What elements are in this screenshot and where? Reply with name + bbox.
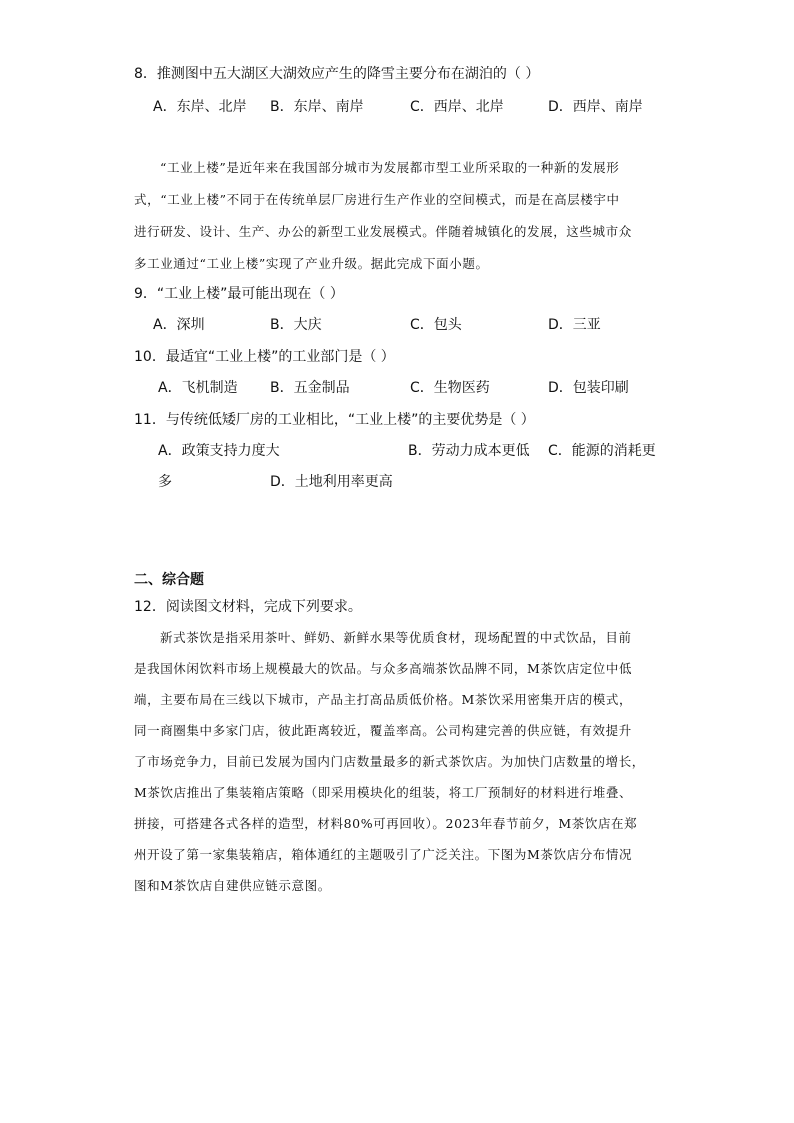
question-10-stem: 10．最适宜“工业上楼”的工业部门是（ ） — [134, 349, 395, 365]
passage2-line: 同一商圈集中多家门店，彼此距离较近，覆盖率高。公司构建完善的供应链，有效提升 — [134, 723, 632, 738]
passage2-line: 端，主要布局在三线以下城市，产品主打高品质低价格。M茶饮采用密集开店的模式， — [134, 692, 633, 707]
question-8-option-c: C．西岸、北岸 — [410, 99, 504, 115]
passage2-line: 了市场竞争力，目前已发展为国内门店数量最多的新式茶饮店。为加快门店数量的增长， — [134, 754, 645, 769]
passage2-line: 是我国休闲饮料市场上规模最大的饮品。与众多高端茶饮品牌不同，M茶饮店定位中低 — [134, 661, 633, 676]
question-11-stem: 11．与传统低矮厂房的工业相比，“工业上楼”的主要优势是（ ） — [134, 412, 535, 428]
question-10-option-c: C．生物医药 — [410, 380, 490, 396]
question-11-option-a: A．政策支持力度大 — [158, 443, 280, 459]
question-11-option-b: B．劳动力成本更低 — [408, 443, 530, 459]
question-8-option-a: A．东岸、北岸 — [153, 99, 247, 115]
passage1-line: “工业上楼”是近年来在我国部分城市为发展都市型工业所采取的一种新的发展形 — [160, 160, 620, 175]
question-8-stem: 8．推测图中五大湖区大湖效应产生的降雪主要分布在湖泊的（ ） — [134, 66, 540, 82]
question-9-option-c: C．包头 — [410, 317, 462, 333]
passage2-line: 新式茶饮是指采用茶叶、鲜奶、新鲜水果等优质食材，现场配置的中式饮品，目前 — [160, 630, 632, 645]
section-heading: 二、综合题 — [134, 572, 204, 588]
question-11-option-d: D．土地利用率更高 — [270, 474, 393, 490]
passage2-line: 图和M茶饮店自建供应链示意图。 — [134, 878, 331, 893]
question-10-option-d: D．包装印刷 — [548, 380, 629, 396]
question-9-stem: 9．“工业上楼”最可能出现在（ ） — [134, 286, 344, 302]
question-9-option-b: B．大庆 — [270, 317, 322, 333]
passage1-line: 多工业通过“工业上楼”实现了产业升级。据此完成下面小题。 — [134, 256, 489, 271]
passage1-line: 进行研发、设计、生产、办公的新型工业发展模式。伴随着城镇化的发展，这些城市众 — [134, 224, 632, 239]
passage2-line: 拼接，可搭建各式各样的造型，材料80%可再回收）。2023年春节前夕，M茶饮店在郑 — [134, 816, 638, 831]
question-10-option-a: A．飞机制造 — [158, 380, 238, 396]
question-8-option-d: D．西岸、南岸 — [548, 99, 643, 115]
question-11-option-c: C．能源的消耗更 — [548, 443, 656, 459]
question-12-stem: 12．阅读图文材料，完成下列要求。 — [134, 599, 362, 615]
question-9-option-a: A．深圳 — [153, 317, 205, 333]
question-10-option-b: B．五金制品 — [270, 380, 350, 396]
passage2-line: M茶饮店推出了集装箱店策略（即采用模块化的组装，将工厂预制好的材料进行堆叠、 — [134, 785, 633, 800]
question-9-option-d: D．三亚 — [548, 317, 601, 333]
passage2-line: 州开设了第一家集装箱店，箱体通红的主题吸引了广泛关注。下图为M茶饮店分布情况 — [134, 847, 633, 862]
question-11-option-c-continued: 多 — [158, 474, 172, 490]
passage1-line: 式，“工业上楼”不同于在传统单层厂房进行生产作业的空间模式，而是在高层楼宇中 — [134, 192, 620, 207]
question-8-option-b: B．东岸、南岸 — [270, 99, 364, 115]
